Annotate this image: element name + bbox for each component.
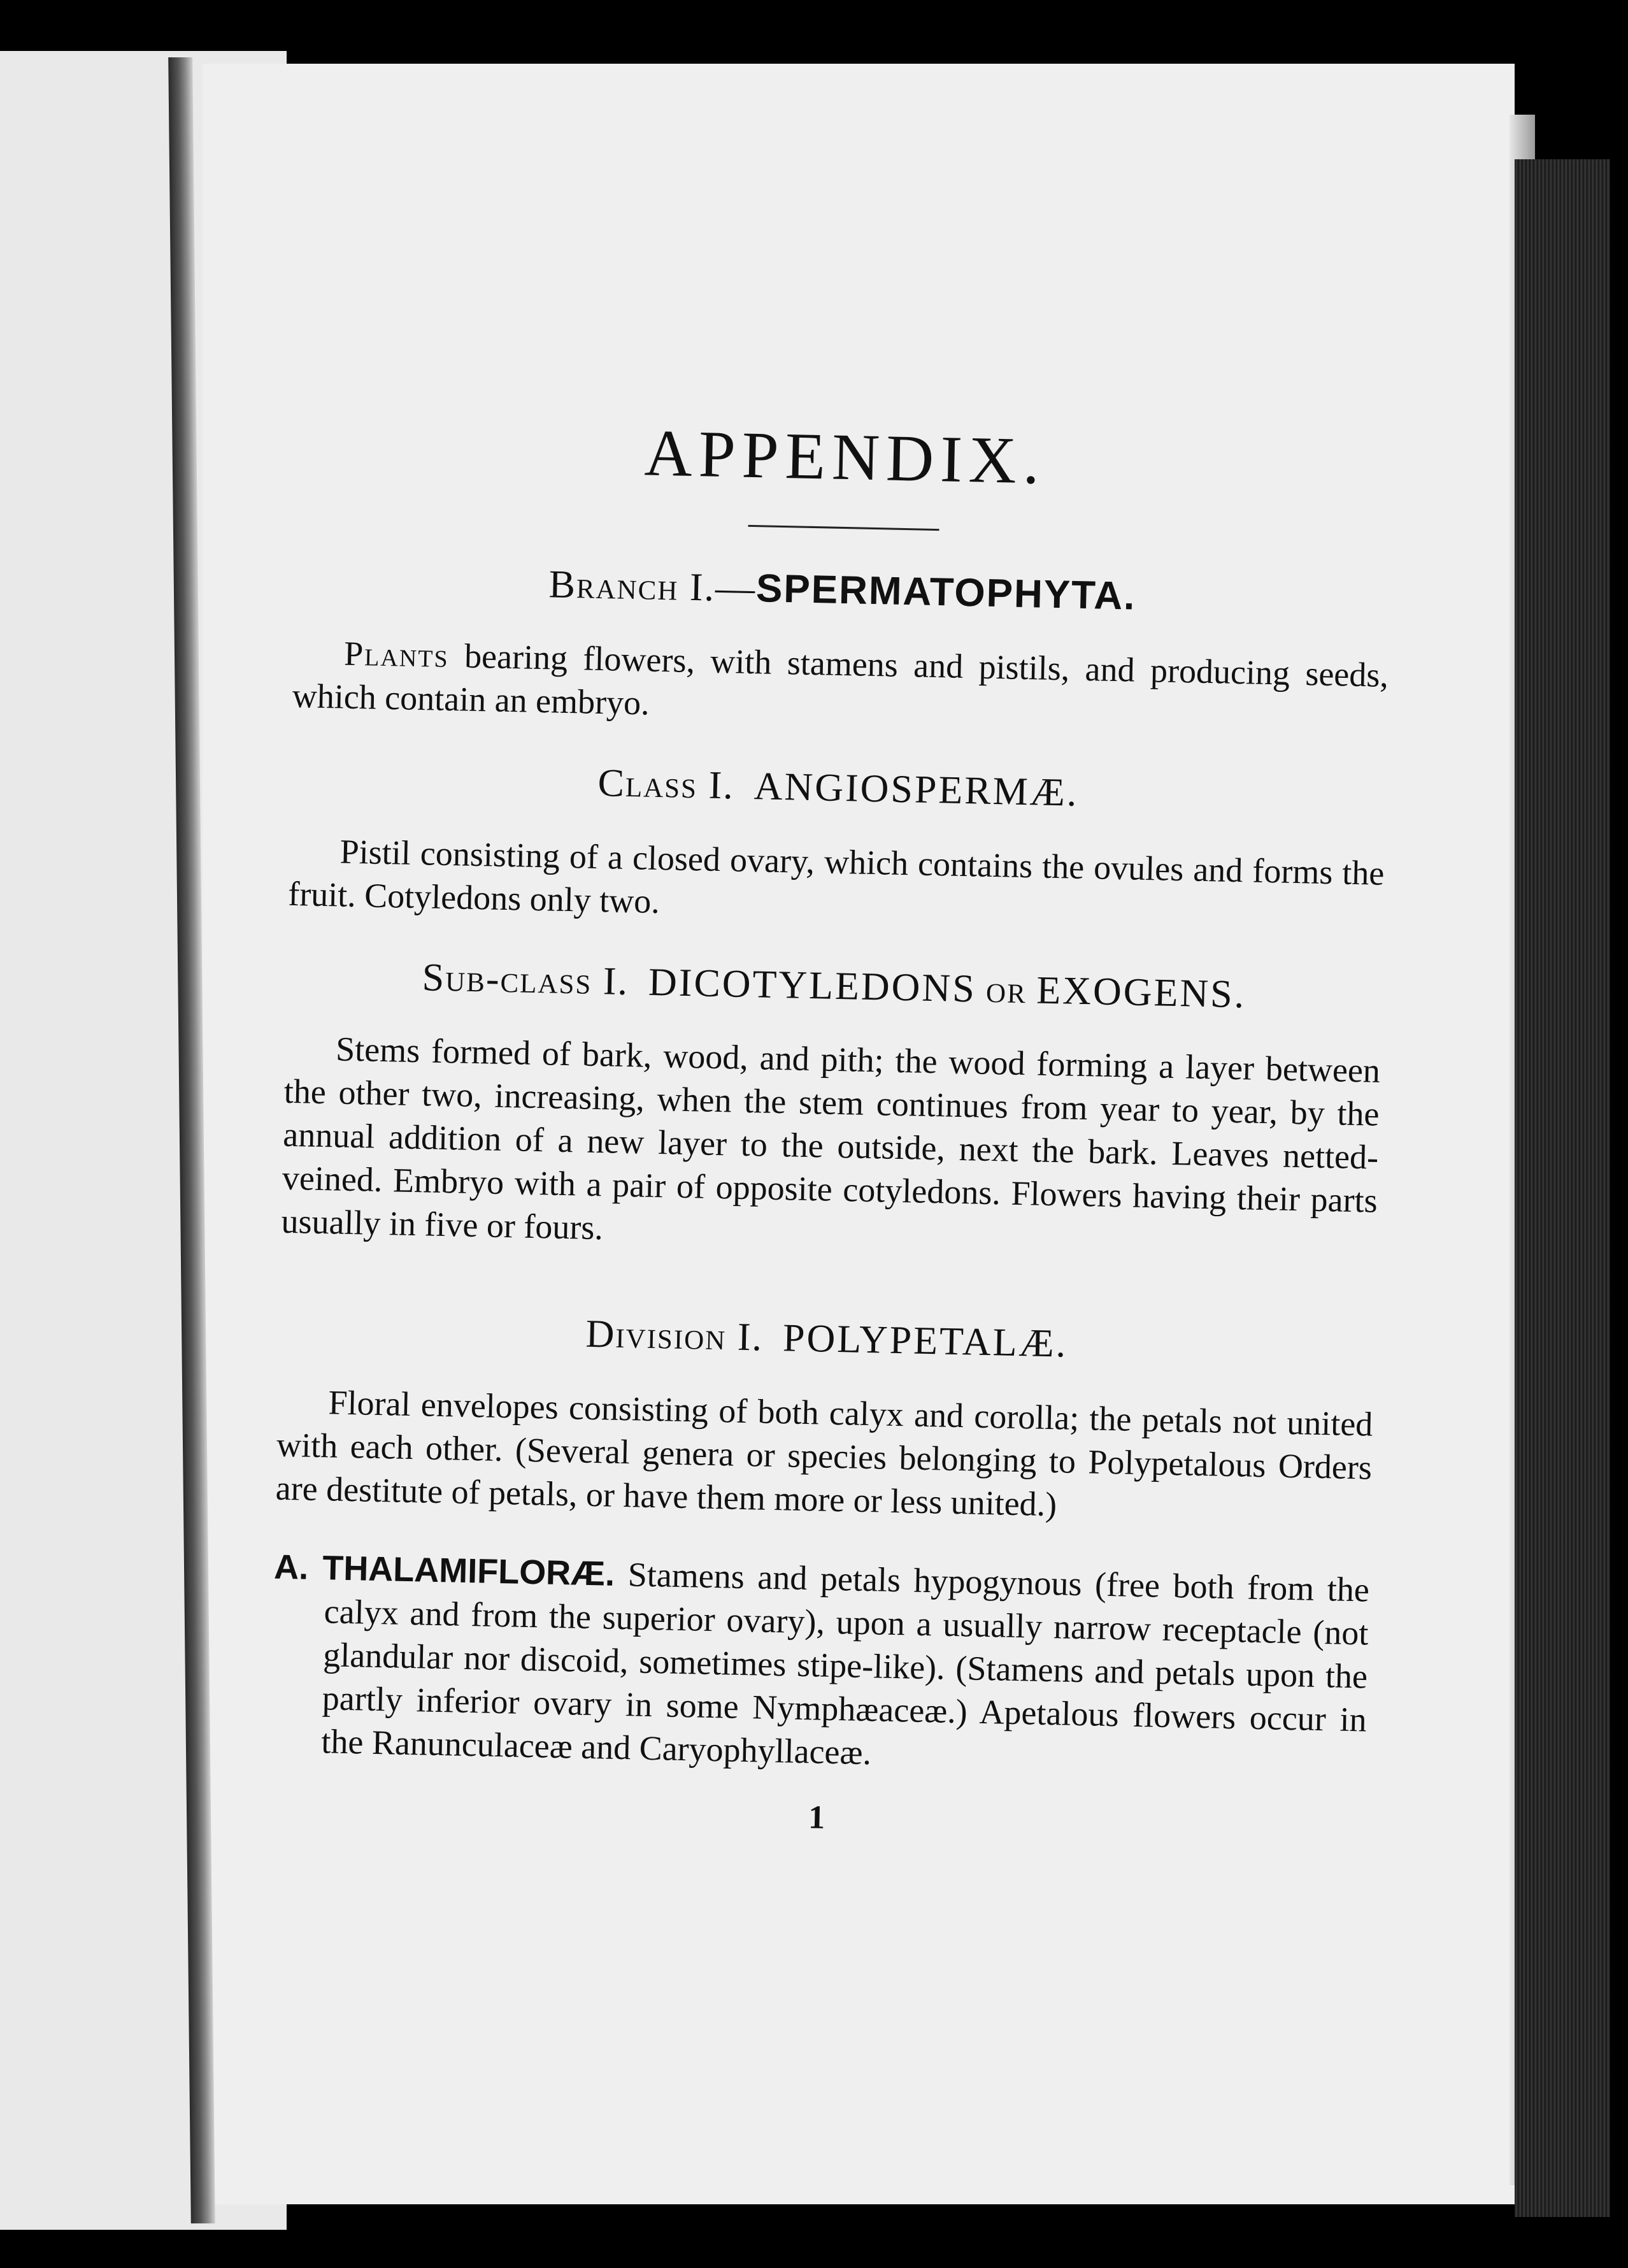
title-rule xyxy=(748,525,939,531)
branch-description-lead: Plants xyxy=(343,634,450,675)
branch-name: SPERMATOPHYTA. xyxy=(755,566,1137,619)
subclass-alt-name: EXOGENS. xyxy=(1036,968,1246,1017)
section-a xyxy=(270,1545,1370,1784)
section-a-text: Stamens and petals hypogynous (free both from the calyx and from the superior ovary), upon a usually narrow receptacle (not glandular nor discoid, sometimes stipe-like). (Stamens and petals upon the partly inferior ovary in some Nymphæaceæ.) Apetalous flowers occur in the Ranunculaceæ and Caryophyllaceæ. xyxy=(320,1554,1370,1772)
class-name: ANGIOSPERMÆ. xyxy=(753,764,1080,815)
page-number: 1 xyxy=(808,1798,825,1836)
class-heading xyxy=(290,753,1386,823)
branch-heading xyxy=(294,556,1390,626)
section-a-lead: A. THALAMIFLORÆ. xyxy=(273,1547,615,1593)
subclass-heading xyxy=(286,951,1382,1021)
division-label: Division I. xyxy=(585,1312,764,1360)
class-description: Pistil consisting of a closed ovary, which contains the ovules and forms the fruit. Cotyledons only two. xyxy=(287,832,1385,921)
subclass-label: Sub-class I. xyxy=(422,956,629,1003)
branch-description xyxy=(292,631,1389,740)
subclass-or: or xyxy=(985,967,1027,1012)
division-name: POLYPETALÆ. xyxy=(782,1316,1068,1366)
page-title: APPENDIX. xyxy=(643,416,1047,498)
page-content xyxy=(269,357,1395,1848)
subclass-description: Stems formed of bark, wood, and pith; the wood forming a layer between the other two, increasing, when the stem continues from year to year, by the annual addition of a new layer to the outside, next the bark. Leaves netted-veined. Embryo with a pair of opposite cotyledons. Flowers having their parts usually in five or fours. xyxy=(280,1030,1381,1247)
subclass-name: DICOTYLEDONS xyxy=(648,960,977,1011)
page-edges xyxy=(1515,159,1610,2217)
branch-label: Branch I.— xyxy=(548,563,757,611)
division-description: Floral envelopes consisting of both calyx and corolla; the petals not united with each other. (Several genera or species belonging to Polypetalous Orders are destitute of petals, or have them more or less united.) xyxy=(275,1382,1373,1523)
class-label: Class I. xyxy=(597,761,735,808)
branch-description-text: bearing flowers, with stamens and pistils, and producing seeds, which contain an embryo. xyxy=(292,636,1389,723)
